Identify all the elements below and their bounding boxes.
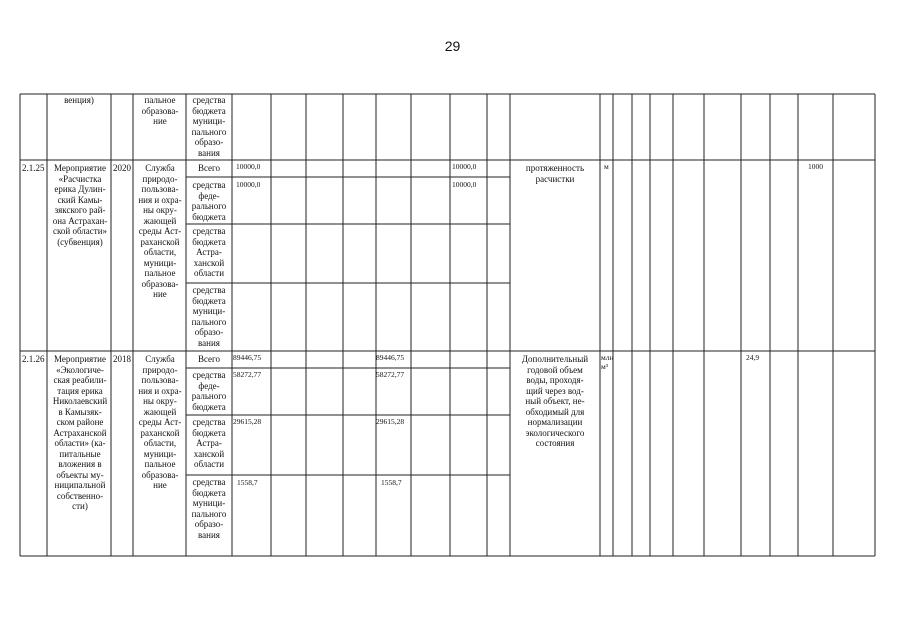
source-total: 10000,0 — [236, 180, 261, 189]
source-label: Всего — [197, 354, 221, 364]
year-value: 10000,0 — [452, 162, 477, 171]
row-executor: Служба природо- пользова- ния и охра- ны окру- жающей среды Аст- раханской области, муници- пальное образова- ние — [138, 163, 182, 299]
indicator-value: 24,9 — [746, 353, 760, 362]
source-total: 89446,75 — [233, 353, 262, 362]
indicator-name: Дополнительный годовой объем воды, проходя- щий через вод- ный объект, не- обходимый для нормализации экологического состояния — [521, 354, 589, 448]
executor-tail: пальное образова- ние — [141, 95, 179, 126]
year-value: 58272,77 — [376, 370, 405, 379]
row-code: 2.1.25 — [22, 163, 45, 173]
year-value: 89446,75 — [376, 353, 405, 362]
source-total: 10000,0 — [236, 162, 261, 171]
row-name: Мероприятие «Расчистка ерика Дулин- ский Камы- зякского рай- она Астрахан- ской области» (субвенция) — [52, 163, 108, 247]
year-value: 29615,28 — [376, 417, 405, 426]
indicator-unit: м — [604, 162, 609, 171]
indicator-unit: млн м³ — [601, 353, 614, 371]
page-number: 29 — [444, 38, 461, 54]
source-tail: средства бюджета муници- пального образо- вания — [191, 95, 227, 158]
source-label: средства бюджета муници- пального образо- вания — [191, 285, 227, 348]
name-tail: венция) — [64, 95, 94, 105]
row-year: 2018 — [113, 354, 131, 364]
source-label: средства бюджета Астра- ханской области — [192, 226, 226, 278]
row-year: 2020 — [113, 163, 131, 173]
row-name: Мероприятие «Экологиче- ская реабили- тация ерика Николаевский в Камызяк- ском районе Астраханской области» (ка- питальные вложения в объекты му- ниципальной собственно- сти) — [52, 354, 108, 511]
indicator-name: протяженность расчистки — [525, 163, 585, 184]
indicator-value: 1000 — [808, 162, 823, 171]
year-value: 1558,7 — [381, 478, 402, 487]
source-label: средства бюджета муници- пального образо- вания — [191, 477, 227, 540]
source-label: средства феде- рального бюджета — [191, 180, 227, 222]
row-executor: Служба природо- пользова- ния и охра- ны окру- жающей среды Аст- раханской области, муници- пальное образова- ние — [138, 354, 182, 490]
source-total: 29615,28 — [233, 417, 262, 426]
source-label: Всего — [197, 163, 221, 173]
source-label: средства феде- рального бюджета — [191, 370, 227, 412]
year-value: 10000,0 — [452, 180, 477, 189]
source-label: средства бюджета Астра- ханской области — [192, 417, 226, 469]
row-code: 2.1.26 — [22, 354, 45, 364]
source-total: 58272,77 — [233, 370, 262, 379]
source-total: 1558,7 — [237, 478, 258, 487]
